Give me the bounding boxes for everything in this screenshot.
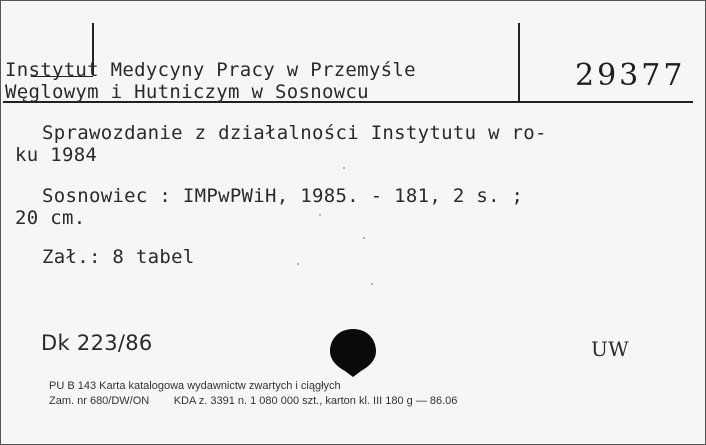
imprint-line-1: Sosnowiec : IMPwPWiH, 1985. - 181, 2 s. ; [42, 185, 524, 207]
card-speck [297, 263, 299, 265]
card-speck [363, 237, 365, 239]
title-line-1: Sprawozdanie z działalności Instytutu w ro- [42, 122, 547, 144]
shelf-mark: Dk 223/86 [41, 331, 153, 355]
footer-line-2: Zam. nr 680/DW/ON KDA z. 3391 n. 1 080 000 szt., karton kl. III 180 g — 86.06 [49, 395, 458, 407]
accession-number: 29377 [575, 58, 686, 93]
card-speck [343, 167, 345, 169]
card-speck [371, 283, 373, 285]
card-number-divider [518, 23, 520, 103]
header-line-1: Instytut Medycyny Pracy w Przemyśle [5, 59, 416, 81]
library-mark: UW [591, 337, 630, 361]
title-line-2: ku 1984 [15, 144, 98, 166]
header-line-2: Węglowym i Hutniczym w Sosnowcu [5, 81, 369, 103]
card-punch-hole [328, 327, 378, 377]
card-speck [319, 214, 321, 216]
imprint-line-2: 20 cm. [15, 207, 86, 229]
footer-line-1: PU B 143 Karta katalogowa wydawnictw zwartych i ciągłych [49, 380, 341, 392]
attachments-note: Zał.: 8 tabel [42, 246, 195, 268]
